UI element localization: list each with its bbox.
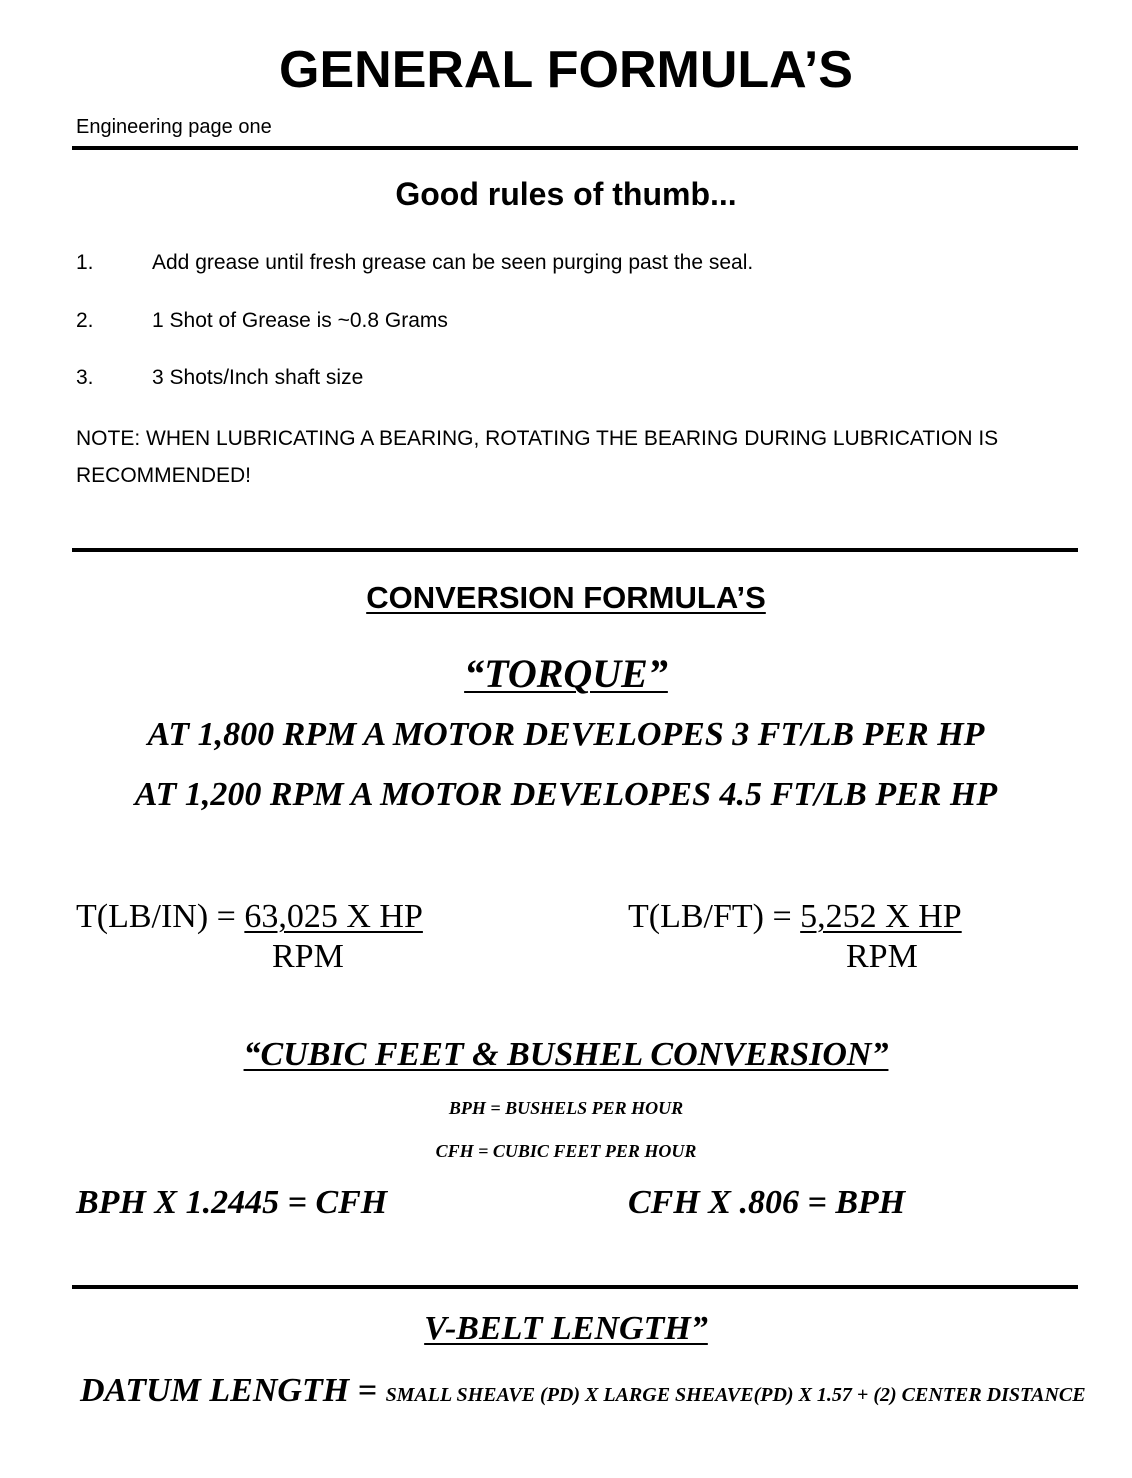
formula-lhs: T(LB/FT) =: [628, 898, 801, 935]
cfh-to-bph-formula: CFH X .806 = BPH: [628, 1184, 906, 1221]
page-title: GENERAL FORMULA’S: [279, 41, 853, 99]
list-item-number: 1.: [76, 251, 94, 274]
list-item: 1 Shot of Grease is ~0.8 Grams: [152, 309, 448, 332]
list-item-number: 2.: [76, 309, 94, 332]
formula-numerator: 63,025 X HP: [244, 898, 423, 935]
datum-formula: SMALL SHEAVE (PD) X LARGE SHEAVE(PD) X 1.57 + (2) CENTER DISTANCE: [385, 1384, 1086, 1406]
torque-line-1200: AT 1,200 RPM A MOTOR DEVELOPES 4.5 FT/LB PER HP: [134, 776, 998, 813]
conversion-heading: [0, 580, 1132, 616]
divider-middle: [72, 548, 1078, 552]
vbelt-heading: [0, 1310, 1132, 1348]
list-item-number: 3.: [76, 366, 94, 389]
list-item: Add grease until fresh grease can be seen purging past the seal.: [152, 251, 754, 274]
torque-heading-text: “TORQUE”: [464, 651, 668, 696]
cubic-bushel-heading: [0, 1036, 1132, 1074]
divider-bottom: [72, 1285, 1078, 1289]
lubrication-note: NOTE: WHEN LUBRICATING A BEARING, ROTATING THE BEARING DURING LUBRICATION IS RECOMMENDED!: [76, 427, 999, 487]
formula-lhs: T(LB/IN) =: [76, 898, 245, 935]
divider-top: [72, 146, 1078, 150]
vbelt-heading-text: V-BELT LENGTH”: [424, 1310, 708, 1347]
page-subtitle: Engineering page one: [76, 116, 272, 138]
rules-of-thumb-heading: Good rules of thumb...: [395, 176, 737, 212]
cfh-definition: CFH = CUBIC FEET PER HOUR: [435, 1141, 697, 1161]
formula-denominator: RPM: [846, 938, 918, 975]
formula-denominator: RPM: [272, 938, 344, 975]
conversion-heading-text: CONVERSION FORMULA’S: [366, 580, 766, 615]
bph-definition: BPH = BUSHELS PER HOUR: [448, 1098, 684, 1118]
torque-formula-lb-ft: [628, 898, 962, 936]
cubic-bushel-heading-text: “CUBIC FEET & BUSHEL CONVERSION”: [243, 1036, 889, 1073]
formula-numerator: 5,252 X HP: [800, 898, 962, 935]
bph-to-cfh-formula: BPH X 1.2445 = CFH: [76, 1184, 388, 1221]
datum-length-formula: [80, 1372, 1086, 1410]
torque-heading: [0, 650, 1132, 697]
list-item: 3 Shots/Inch shaft size: [152, 366, 364, 389]
datum-label: DATUM LENGTH =: [80, 1372, 386, 1409]
torque-formula-lb-in: [76, 898, 423, 936]
torque-line-1800: AT 1,800 RPM A MOTOR DEVELOPES 3 FT/LB PER HP: [147, 716, 985, 753]
